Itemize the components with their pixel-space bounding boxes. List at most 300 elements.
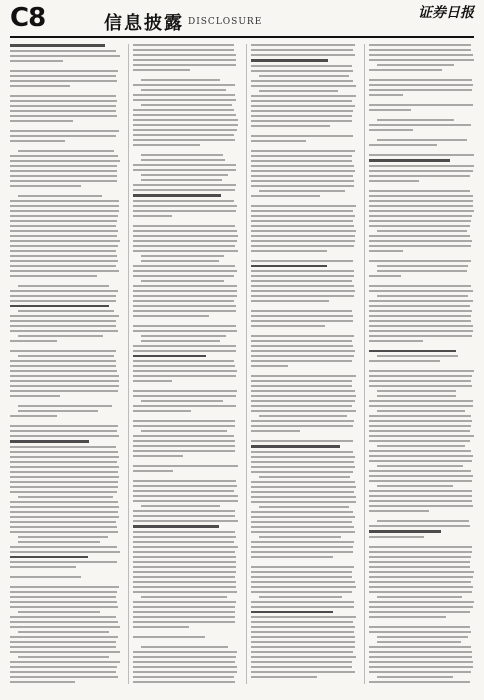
text-line <box>133 315 209 317</box>
text-line <box>251 335 354 337</box>
text-line <box>18 410 98 412</box>
text-line <box>251 155 352 157</box>
text-line <box>369 576 473 578</box>
text-line <box>133 230 237 232</box>
text-line <box>133 169 236 171</box>
text-line <box>369 129 413 131</box>
text-line <box>251 290 355 292</box>
text-line <box>369 546 472 548</box>
text-line <box>133 546 238 548</box>
text-line <box>18 656 109 658</box>
text-line <box>251 556 333 558</box>
text-line <box>133 290 237 292</box>
text-line <box>10 245 118 247</box>
text-line <box>141 430 227 432</box>
text-line <box>10 456 119 458</box>
text-line <box>251 581 355 583</box>
text-line <box>133 94 235 96</box>
text-line <box>251 260 353 262</box>
text-line <box>369 415 471 417</box>
text-line <box>18 536 108 538</box>
text-line <box>133 586 236 588</box>
text-line <box>377 410 465 412</box>
text-line <box>369 616 446 618</box>
text-line <box>251 440 353 442</box>
text-line <box>133 295 237 297</box>
text-line <box>10 315 119 317</box>
text-line <box>10 636 118 638</box>
text-line <box>10 531 118 533</box>
text-line <box>377 270 467 272</box>
text-line <box>133 225 235 227</box>
text-line <box>141 104 232 106</box>
text-line <box>133 44 234 46</box>
text-line <box>251 110 353 112</box>
text-line <box>251 651 353 653</box>
text-line <box>10 471 118 473</box>
text-line <box>369 495 472 497</box>
text-column-1 <box>10 44 120 684</box>
text-line <box>10 365 116 367</box>
text-line <box>369 320 471 322</box>
text-line <box>251 165 354 167</box>
text-line <box>10 671 116 673</box>
text-line <box>10 95 116 97</box>
text-column-3 <box>246 44 356 684</box>
text-line <box>251 410 356 412</box>
text-line <box>369 210 474 212</box>
text-line <box>251 375 356 377</box>
text-line <box>251 275 354 277</box>
text-line <box>369 631 471 633</box>
text-line <box>10 586 119 588</box>
text-line <box>133 536 236 538</box>
text-line <box>369 250 403 252</box>
text-line <box>369 350 456 353</box>
text-line <box>18 611 100 613</box>
text-line <box>251 621 353 623</box>
text-line <box>369 370 474 372</box>
text-line <box>133 245 235 247</box>
text-line <box>10 155 118 157</box>
text-line <box>251 350 355 352</box>
text-line <box>10 526 117 528</box>
text-line <box>10 621 118 623</box>
text-line <box>10 330 118 332</box>
text-line <box>251 270 354 272</box>
text-line <box>10 481 118 483</box>
text-line <box>10 666 117 668</box>
text-line <box>18 405 112 407</box>
text-line <box>251 215 355 217</box>
text-line <box>10 596 116 598</box>
text-line <box>369 300 473 302</box>
text-line <box>369 89 472 91</box>
text-line <box>133 300 234 302</box>
text-line <box>133 330 237 332</box>
masthead-logo: 证券日报 <box>418 5 474 21</box>
text-line <box>133 621 235 623</box>
text-line <box>10 265 116 267</box>
text-line <box>10 320 116 322</box>
text-line <box>369 245 471 247</box>
text-line <box>377 445 465 447</box>
text-line <box>133 661 235 663</box>
text-line <box>369 330 473 332</box>
text-line <box>251 135 353 137</box>
text-line <box>10 205 119 207</box>
text-line <box>251 541 354 543</box>
text-line <box>10 115 117 117</box>
text-line <box>133 510 235 512</box>
text-line <box>369 340 423 342</box>
text-line <box>251 551 353 553</box>
text-line <box>369 440 470 442</box>
text-line <box>133 194 221 197</box>
text-line <box>377 465 463 467</box>
text-line <box>133 114 236 116</box>
text-line <box>369 420 472 422</box>
text-line <box>10 300 116 302</box>
text-line <box>133 375 236 377</box>
text-line <box>369 480 472 482</box>
text-line <box>10 105 116 107</box>
text-line <box>251 461 354 463</box>
text-line <box>251 661 352 663</box>
text-line <box>251 360 352 362</box>
text-line <box>10 270 119 272</box>
text-line <box>251 471 353 473</box>
text-line <box>369 551 472 553</box>
text-line <box>10 50 116 52</box>
text-line <box>133 561 236 563</box>
text-line <box>141 79 220 81</box>
section-title: 信息披露 <box>104 13 184 34</box>
text-line <box>251 355 354 357</box>
text-line <box>251 175 353 177</box>
text-line <box>141 280 224 282</box>
text-line <box>369 651 472 653</box>
text-line <box>141 154 223 156</box>
text-line <box>133 525 219 528</box>
text-line <box>251 405 352 407</box>
text-line <box>133 64 236 66</box>
text-line <box>251 44 355 46</box>
text-line <box>10 506 119 508</box>
text-line <box>369 400 473 402</box>
text-line <box>10 385 119 387</box>
text-line <box>251 571 352 573</box>
text-line <box>251 451 353 453</box>
text-line <box>251 95 356 97</box>
text-line <box>369 500 472 502</box>
text-line <box>377 641 461 643</box>
text-line <box>251 220 353 222</box>
text-line <box>369 380 471 382</box>
text-line <box>369 144 437 146</box>
text-line <box>133 666 237 668</box>
text-line <box>10 566 76 568</box>
text-line <box>369 215 472 217</box>
text-line <box>369 290 473 292</box>
text-line <box>369 69 442 71</box>
text-line <box>369 626 470 628</box>
text-line <box>251 65 352 67</box>
text-line <box>10 641 116 643</box>
text-line <box>251 521 352 523</box>
text-line <box>369 285 471 287</box>
text-line <box>251 420 354 422</box>
text-line <box>369 54 473 56</box>
text-line <box>18 150 114 152</box>
text-line <box>133 325 236 327</box>
text-line <box>10 425 118 427</box>
text-line <box>133 616 235 618</box>
text-line <box>10 461 117 463</box>
text-line <box>377 139 467 141</box>
text-line <box>377 596 462 598</box>
text-line <box>10 616 116 618</box>
text-line <box>369 510 429 512</box>
text-line <box>259 415 347 417</box>
text-line <box>133 410 191 412</box>
text-line <box>251 606 354 608</box>
text-line <box>251 85 356 87</box>
text-line <box>10 601 117 603</box>
text-line <box>10 230 118 232</box>
text-line <box>10 235 117 237</box>
text-line <box>251 225 354 227</box>
text-line <box>10 501 118 503</box>
text-line <box>10 225 116 227</box>
text-line <box>10 681 75 683</box>
text-line <box>133 551 235 553</box>
text-line <box>10 466 119 468</box>
text-line <box>251 295 354 297</box>
text-line <box>369 175 470 177</box>
text-line <box>10 561 117 563</box>
text-line <box>10 661 120 663</box>
text-line <box>369 195 473 197</box>
text-line <box>251 395 356 397</box>
text-line <box>133 69 190 71</box>
text-line <box>259 75 349 77</box>
text-line <box>369 360 440 362</box>
text-line <box>133 455 183 457</box>
text-line <box>369 275 401 277</box>
text-line <box>251 611 333 614</box>
text-line <box>377 485 453 487</box>
text-line <box>369 656 472 658</box>
text-line <box>10 170 117 172</box>
text-line <box>10 100 117 102</box>
text-line <box>10 646 116 648</box>
text-line <box>141 255 224 257</box>
text-line <box>251 250 327 252</box>
text-line <box>251 210 353 212</box>
text-line <box>251 195 320 197</box>
text-line <box>141 89 226 91</box>
text-line <box>251 496 356 498</box>
text-line <box>251 340 352 342</box>
text-line <box>251 390 355 392</box>
text-line <box>251 656 356 658</box>
text-line <box>18 310 114 312</box>
text-line <box>133 601 236 603</box>
text-line <box>251 671 355 673</box>
text-line <box>369 49 471 51</box>
text-line <box>10 676 118 678</box>
text-line <box>10 44 105 47</box>
text-line <box>133 470 173 472</box>
text-line <box>251 601 354 603</box>
text-line <box>377 119 454 121</box>
text-line <box>259 536 341 538</box>
text-line <box>133 395 236 397</box>
text-line <box>369 490 472 492</box>
text-line <box>369 44 471 46</box>
text-line <box>251 531 355 533</box>
text-line <box>10 180 117 182</box>
text-line <box>10 476 119 478</box>
text-line <box>377 64 454 66</box>
text-line <box>251 140 306 142</box>
text-line <box>10 370 117 372</box>
text-line <box>10 260 118 262</box>
text-line <box>133 250 238 252</box>
text-line <box>133 531 235 533</box>
text-line <box>251 150 355 152</box>
text-line <box>251 516 355 518</box>
text-line <box>369 671 471 673</box>
text-line <box>10 651 120 653</box>
text-line <box>18 335 103 337</box>
text-line <box>251 300 329 302</box>
text-line <box>10 215 118 217</box>
text-line <box>259 90 338 92</box>
text-line <box>133 355 206 358</box>
text-line <box>369 591 472 593</box>
text-line <box>133 124 238 126</box>
text-line <box>369 425 471 427</box>
text-line <box>369 435 474 437</box>
text-line <box>10 606 118 608</box>
text-line <box>369 94 403 96</box>
text-line <box>369 375 472 377</box>
text-line <box>133 285 237 287</box>
text-line <box>141 260 219 262</box>
text-line <box>251 526 354 528</box>
text-line <box>369 566 470 568</box>
text-line <box>251 466 355 468</box>
text-line <box>141 159 225 161</box>
text-line <box>251 425 353 427</box>
text-line <box>141 335 226 337</box>
text-line <box>251 100 352 102</box>
text-line <box>133 59 236 61</box>
text-line <box>18 195 102 197</box>
text-line <box>259 190 345 192</box>
section-title-en: DISCLOSURE <box>188 17 263 27</box>
text-line <box>251 666 352 668</box>
text-line <box>133 380 172 382</box>
text-line <box>251 481 355 483</box>
text-line <box>133 445 235 447</box>
text-line <box>251 486 356 488</box>
text-line <box>369 109 411 111</box>
text-line <box>133 676 234 678</box>
text-line <box>10 120 73 122</box>
text-line <box>369 405 473 407</box>
text-line <box>133 556 236 558</box>
text-line <box>369 190 470 192</box>
text-line <box>133 144 200 146</box>
text-line <box>133 606 235 608</box>
text-line <box>251 576 352 578</box>
text-line <box>251 280 352 282</box>
text-line <box>369 581 471 583</box>
text-line <box>251 491 354 493</box>
text-line <box>133 275 234 277</box>
text-line <box>369 335 472 337</box>
text-line <box>251 430 300 432</box>
text-line <box>10 440 89 443</box>
text-line <box>251 400 355 402</box>
text-line <box>133 636 205 638</box>
text-line <box>10 210 119 212</box>
text-line <box>133 205 237 207</box>
text-line <box>133 581 236 583</box>
text-line <box>18 355 114 357</box>
text-line <box>133 571 236 573</box>
text-line <box>369 556 471 558</box>
text-line <box>133 99 236 101</box>
text-line <box>10 290 118 292</box>
text-line <box>251 285 354 287</box>
text-line <box>369 170 473 172</box>
text-line <box>133 566 236 568</box>
text-line <box>133 495 238 497</box>
text-line <box>10 511 118 513</box>
text-line <box>141 179 222 181</box>
text-line <box>18 541 100 543</box>
text-line <box>251 265 327 268</box>
text-line <box>10 135 116 137</box>
text-line <box>133 425 235 427</box>
text-line <box>259 476 350 478</box>
text-line <box>251 641 355 643</box>
text-line <box>251 345 353 347</box>
page-number: C8 <box>10 3 46 33</box>
text-line <box>251 631 354 633</box>
text-line <box>10 415 57 417</box>
text-line <box>133 189 235 191</box>
text-line <box>369 205 473 207</box>
text-line <box>251 49 353 51</box>
text-line <box>10 350 116 352</box>
text-line <box>251 80 353 82</box>
text-line <box>251 70 353 72</box>
text-line <box>369 225 470 227</box>
text-line <box>133 520 238 522</box>
text-line <box>133 671 237 673</box>
text-line <box>251 646 355 648</box>
text-line <box>251 365 288 367</box>
text-line <box>377 355 458 357</box>
text-line <box>369 310 472 312</box>
text-line <box>251 180 354 182</box>
text-line <box>10 240 120 242</box>
